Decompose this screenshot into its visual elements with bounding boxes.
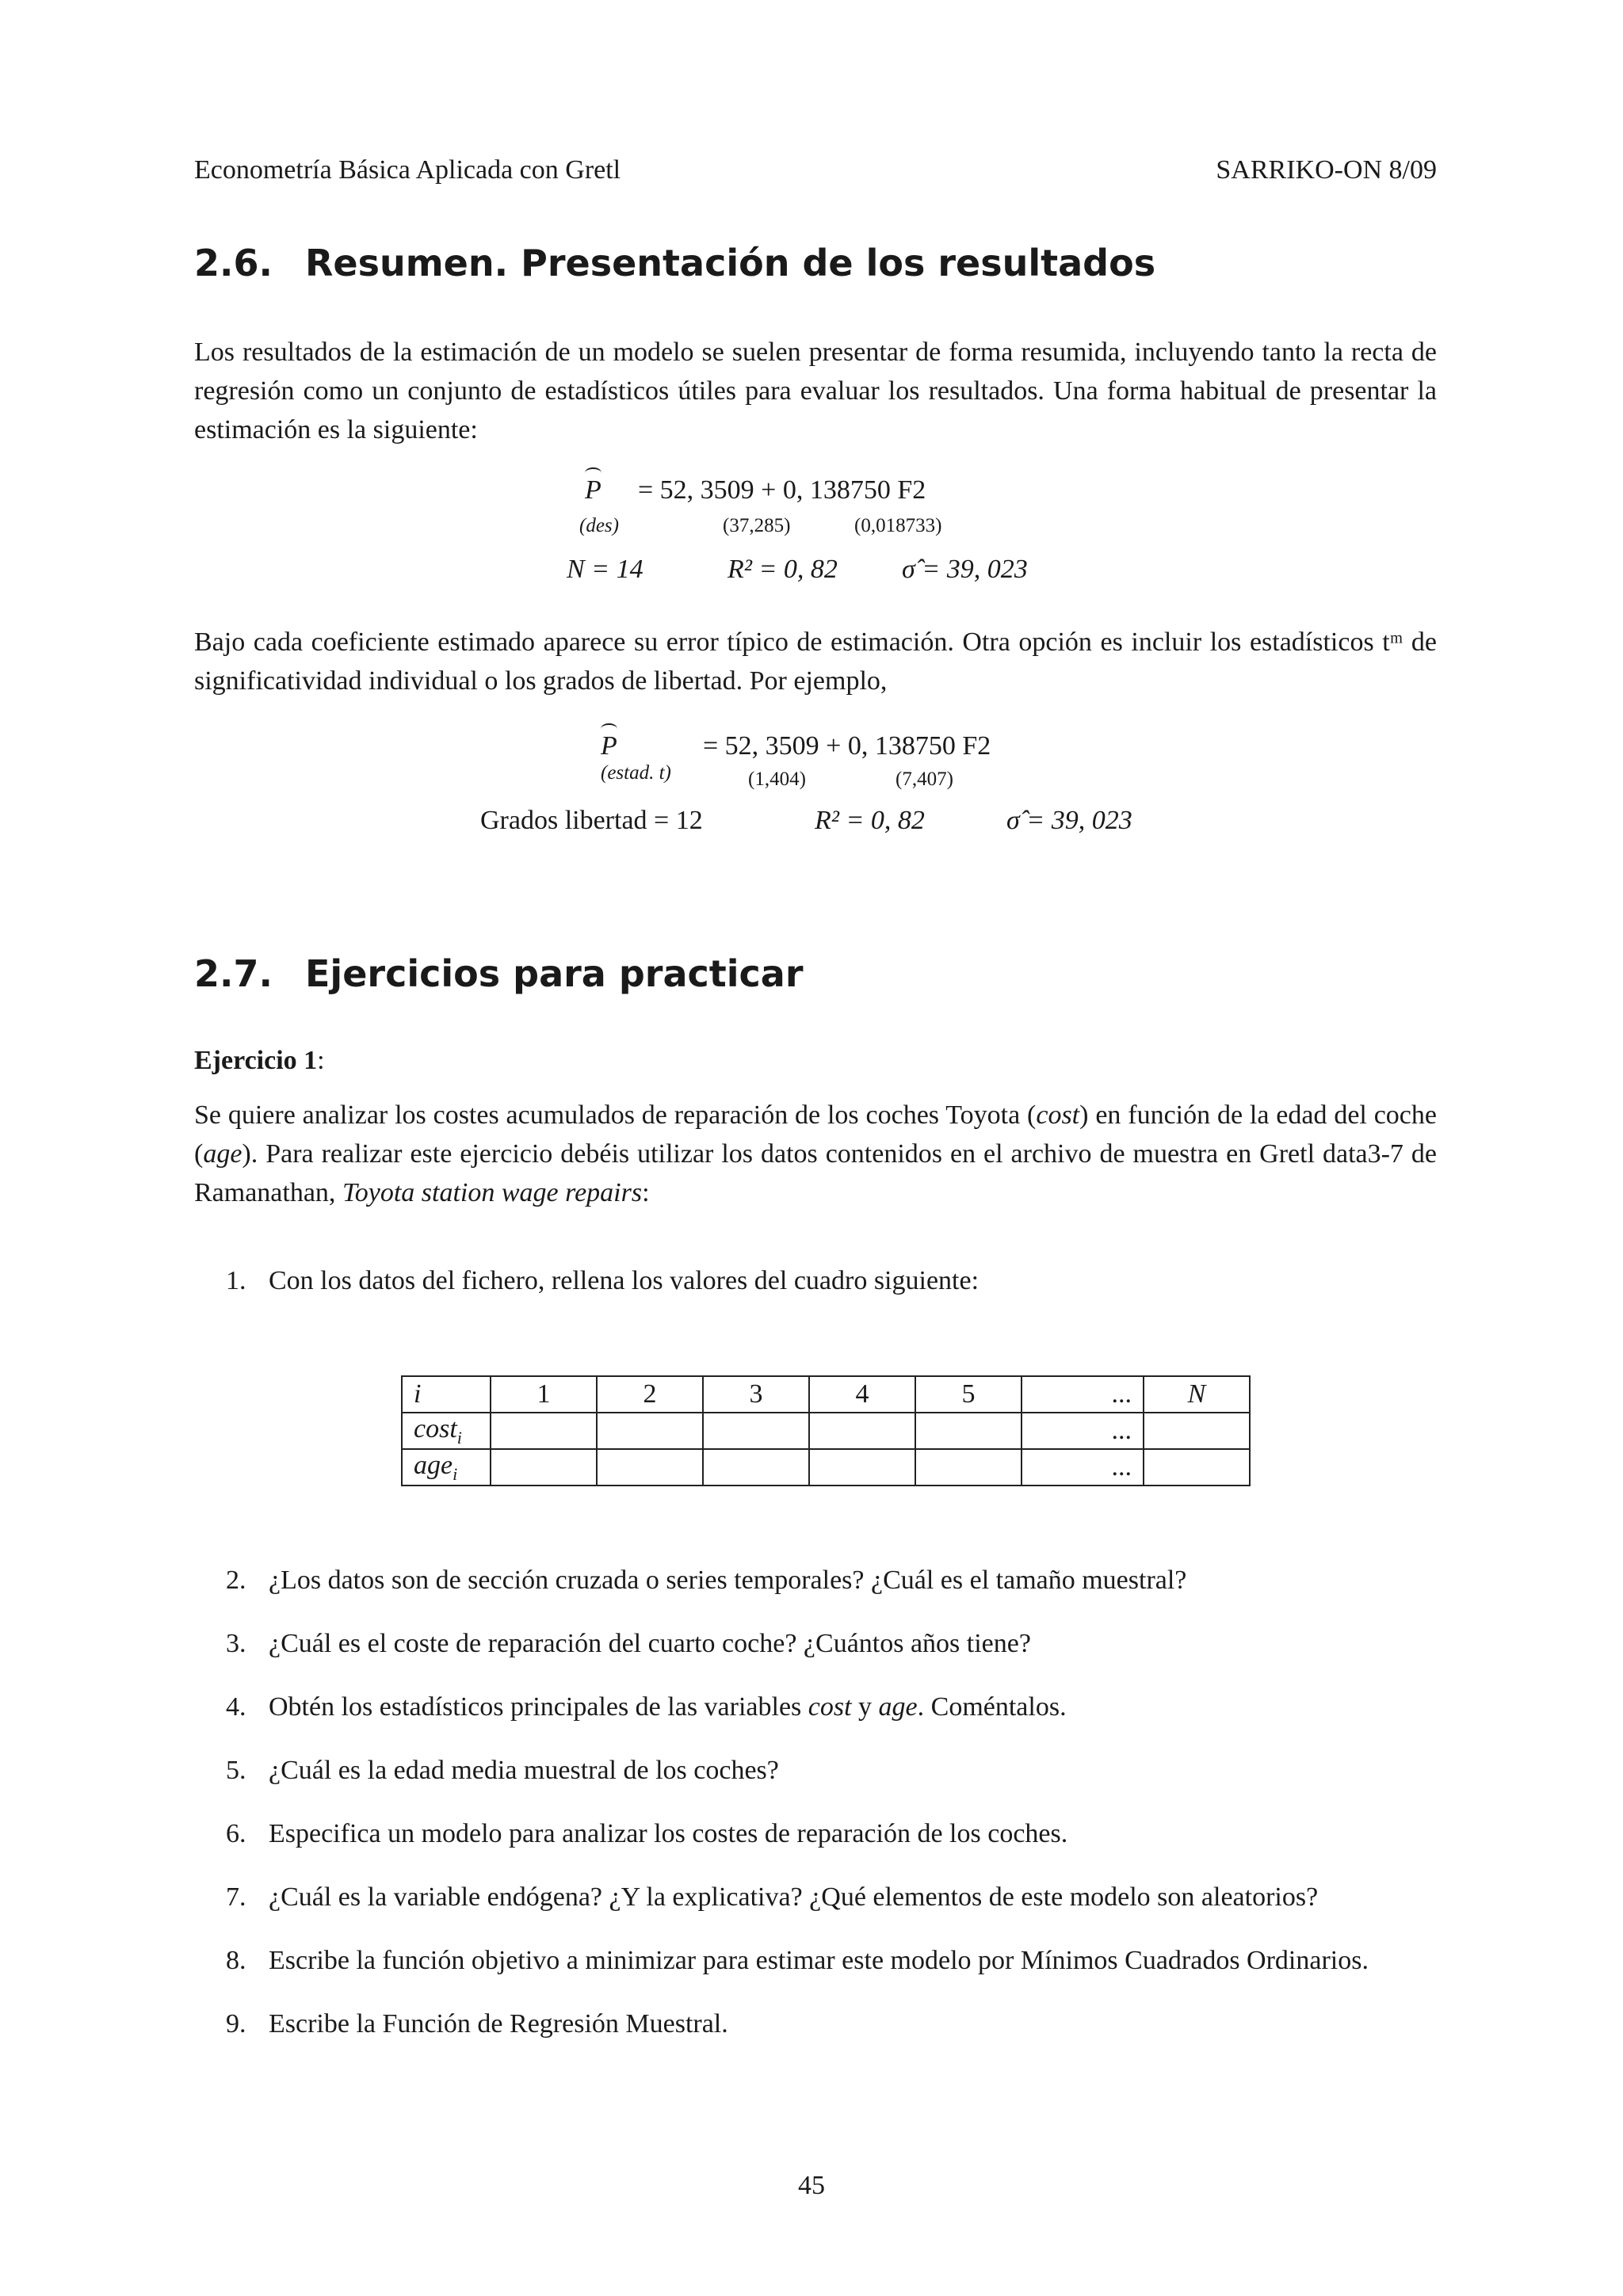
table-cell (597, 1413, 703, 1449)
middle-paragraph: Bajo cada coeficiente estimado aparece su error típico de estimación. Otra opción es incluir los estadísticos tᵐ de significatividad individual o los grados de libertad. Por ejemplo, (194, 627, 1437, 696)
table-cell (809, 1413, 915, 1449)
table-row (402, 1449, 1250, 1486)
table-row (402, 1376, 1250, 1413)
var-age: age (878, 1692, 918, 1722)
list-item (226, 1941, 1437, 1980)
item-number: 8. (226, 1946, 246, 1975)
item-text: ¿Cuál es el coste de reparación del cuarto coche? ¿Cuántos años tiene? (269, 1629, 1031, 1658)
var-cost: cost (808, 1692, 852, 1722)
table-row-label (402, 1413, 491, 1449)
item-text: Escribe la función objetivo a minimizar para estimar este modelo por Mínimos Cuadrados Ordinarios. (269, 1946, 1369, 1975)
table-header-cell: 2 (597, 1376, 703, 1413)
section-heading-2-6 (194, 242, 1155, 284)
var-age: age (203, 1139, 242, 1169)
page-number: 45 (798, 2171, 825, 2200)
table-header-cell: 3 (703, 1376, 809, 1413)
item-number: 6. (226, 1819, 246, 1848)
exercise-title: Ejercicio 1 (194, 1046, 318, 1075)
section-number: 2.6. (194, 242, 273, 284)
list-item (226, 1878, 1437, 1917)
item-text: y (851, 1692, 879, 1722)
table-cell (809, 1449, 915, 1486)
equation-2-t-slope: (7,407) (896, 769, 953, 790)
dataset-name: Toyota station wage repairs (342, 1178, 643, 1207)
list-item (226, 2004, 1437, 2043)
p-hat: P (585, 475, 601, 505)
table-header-cell: 5 (915, 1376, 1022, 1413)
running-header-title: Econometría Básica Aplicada con Gretl (194, 155, 621, 185)
item-number: 7. (226, 1882, 246, 1912)
row-label-subscript: i (453, 1463, 458, 1484)
exercise-text: : (642, 1178, 650, 1207)
item-number: 2. (226, 1566, 246, 1595)
table-cell (703, 1413, 809, 1449)
equation-2-rhs: = 52, 3509 + 0, 138750 F2 (703, 731, 991, 761)
list-item (226, 1688, 1437, 1726)
equation-1-label: (des) (579, 515, 619, 536)
item-text: Especifica un modelo para analizar los costes de reparación de los coches. (269, 1819, 1068, 1848)
exercise-description (194, 1096, 1437, 1212)
item-number: 4. (226, 1692, 246, 1722)
exercise-text: ) en función de la edad del coche ( (194, 1100, 1437, 1169)
item-text: . Coméntalos. (917, 1692, 1067, 1722)
section-title: Resumen. Presentación de los resultados (305, 242, 1156, 284)
row-label-subscript: i (456, 1427, 462, 1447)
item-text: ¿Los datos son de sección cruzada o series temporales? ¿Cuál es el tamaño muestral? (269, 1566, 1187, 1595)
equation-2-sigma: σ̂ = 39, 023 (1006, 806, 1132, 835)
equation-1-se-slope: (0,018733) (854, 515, 942, 536)
equation-2-r2: R² = 0, 82 (815, 806, 925, 835)
list-item (226, 1561, 1437, 1600)
table-cell (1144, 1413, 1250, 1449)
equation-2-lhs (601, 731, 617, 761)
exercise-label (194, 1046, 325, 1076)
list-item (226, 1814, 1437, 1853)
intro-paragraph: Los resultados de la estimación de un modelo se suelen presentar de forma resumida, incluyendo tanto la recta de regresión como un conjunto de estadísticos útiles para evaluar los resultados. Una forma habitual de presentar la estimación es la siguiente: (194, 338, 1437, 444)
table-header-cell: 4 (809, 1376, 915, 1413)
table-header-cell: ... (1022, 1376, 1144, 1413)
equation-1-sigma: σ̂ = 39, 023 (902, 555, 1028, 584)
item-text: Con los datos del fichero, rellena los valores del cuadro siguiente: (269, 1266, 980, 1295)
equation-1-n: N = 14 (567, 555, 643, 584)
item-number: 5. (226, 1756, 246, 1785)
list-item (226, 1751, 1437, 1790)
table-cell: ... (1022, 1413, 1144, 1449)
p-hat: P (601, 731, 617, 761)
equation-1-r2: R² = 0, 82 (727, 555, 838, 584)
row-label-text: age (414, 1450, 453, 1480)
table-cell (703, 1449, 809, 1486)
running-header-code: SARRIKO-ON 8/09 (1216, 155, 1437, 185)
equation-2-t-intercept: (1,404) (748, 769, 806, 790)
table-cell (597, 1449, 703, 1486)
item-text: ¿Cuál es la variable endógena? ¿Y la explicativa? ¿Qué elementos de este modelo son aleatorios? (269, 1882, 1319, 1912)
exercise-text: Se quiere analizar los costes acumulados de reparación de los coches Toyota ( (194, 1100, 1037, 1130)
section-heading-2-7 (194, 952, 804, 995)
table-header-cell: i (402, 1376, 491, 1413)
item-number: 9. (226, 2009, 246, 2039)
equation-2-label: (estad. t) (601, 762, 671, 784)
table-row-label (402, 1449, 491, 1486)
table-header-cell: 1 (491, 1376, 597, 1413)
table-cell (491, 1413, 597, 1449)
var-cost: cost (1036, 1100, 1080, 1130)
list-item (226, 1624, 1437, 1663)
exercise-list (226, 1561, 1437, 2068)
item-text: Escribe la Función de Regresión Muestral. (269, 2009, 728, 2039)
table-row (402, 1413, 1250, 1449)
equation-1-se-intercept: (37,285) (723, 515, 791, 536)
exercise-colon: : (317, 1046, 325, 1075)
item-number: 1. (226, 1266, 246, 1295)
item-number: 3. (226, 1629, 246, 1658)
row-label-text: cost (414, 1413, 457, 1444)
section-number: 2.7. (194, 952, 273, 995)
list-item (226, 1266, 1437, 1296)
table-cell: ... (1022, 1449, 1144, 1486)
equation-1-rhs: = 52, 3509 + 0, 138750 F2 (638, 475, 926, 505)
item-text: ¿Cuál es la edad media muestral de los coches? (269, 1756, 779, 1785)
section-title: Ejercicios para practicar (305, 952, 804, 995)
table-header-cell: N (1144, 1376, 1250, 1413)
exercise-text: ). Para realizar este ejercicio debéis utilizar los datos contenidos en el archivo de muestra en Gretl data3-7 de Ramanathan, (194, 1139, 1437, 1207)
equation-1-lhs (585, 475, 601, 505)
table-cell (915, 1413, 1022, 1449)
table-cell (491, 1449, 597, 1486)
equation-2-degrees-freedom: Grados libertad = 12 (480, 806, 703, 835)
data-table (401, 1375, 1251, 1486)
item-text: Obtén los estadísticos principales de las variables (269, 1692, 808, 1722)
table-cell (1144, 1449, 1250, 1486)
table-cell (915, 1449, 1022, 1486)
